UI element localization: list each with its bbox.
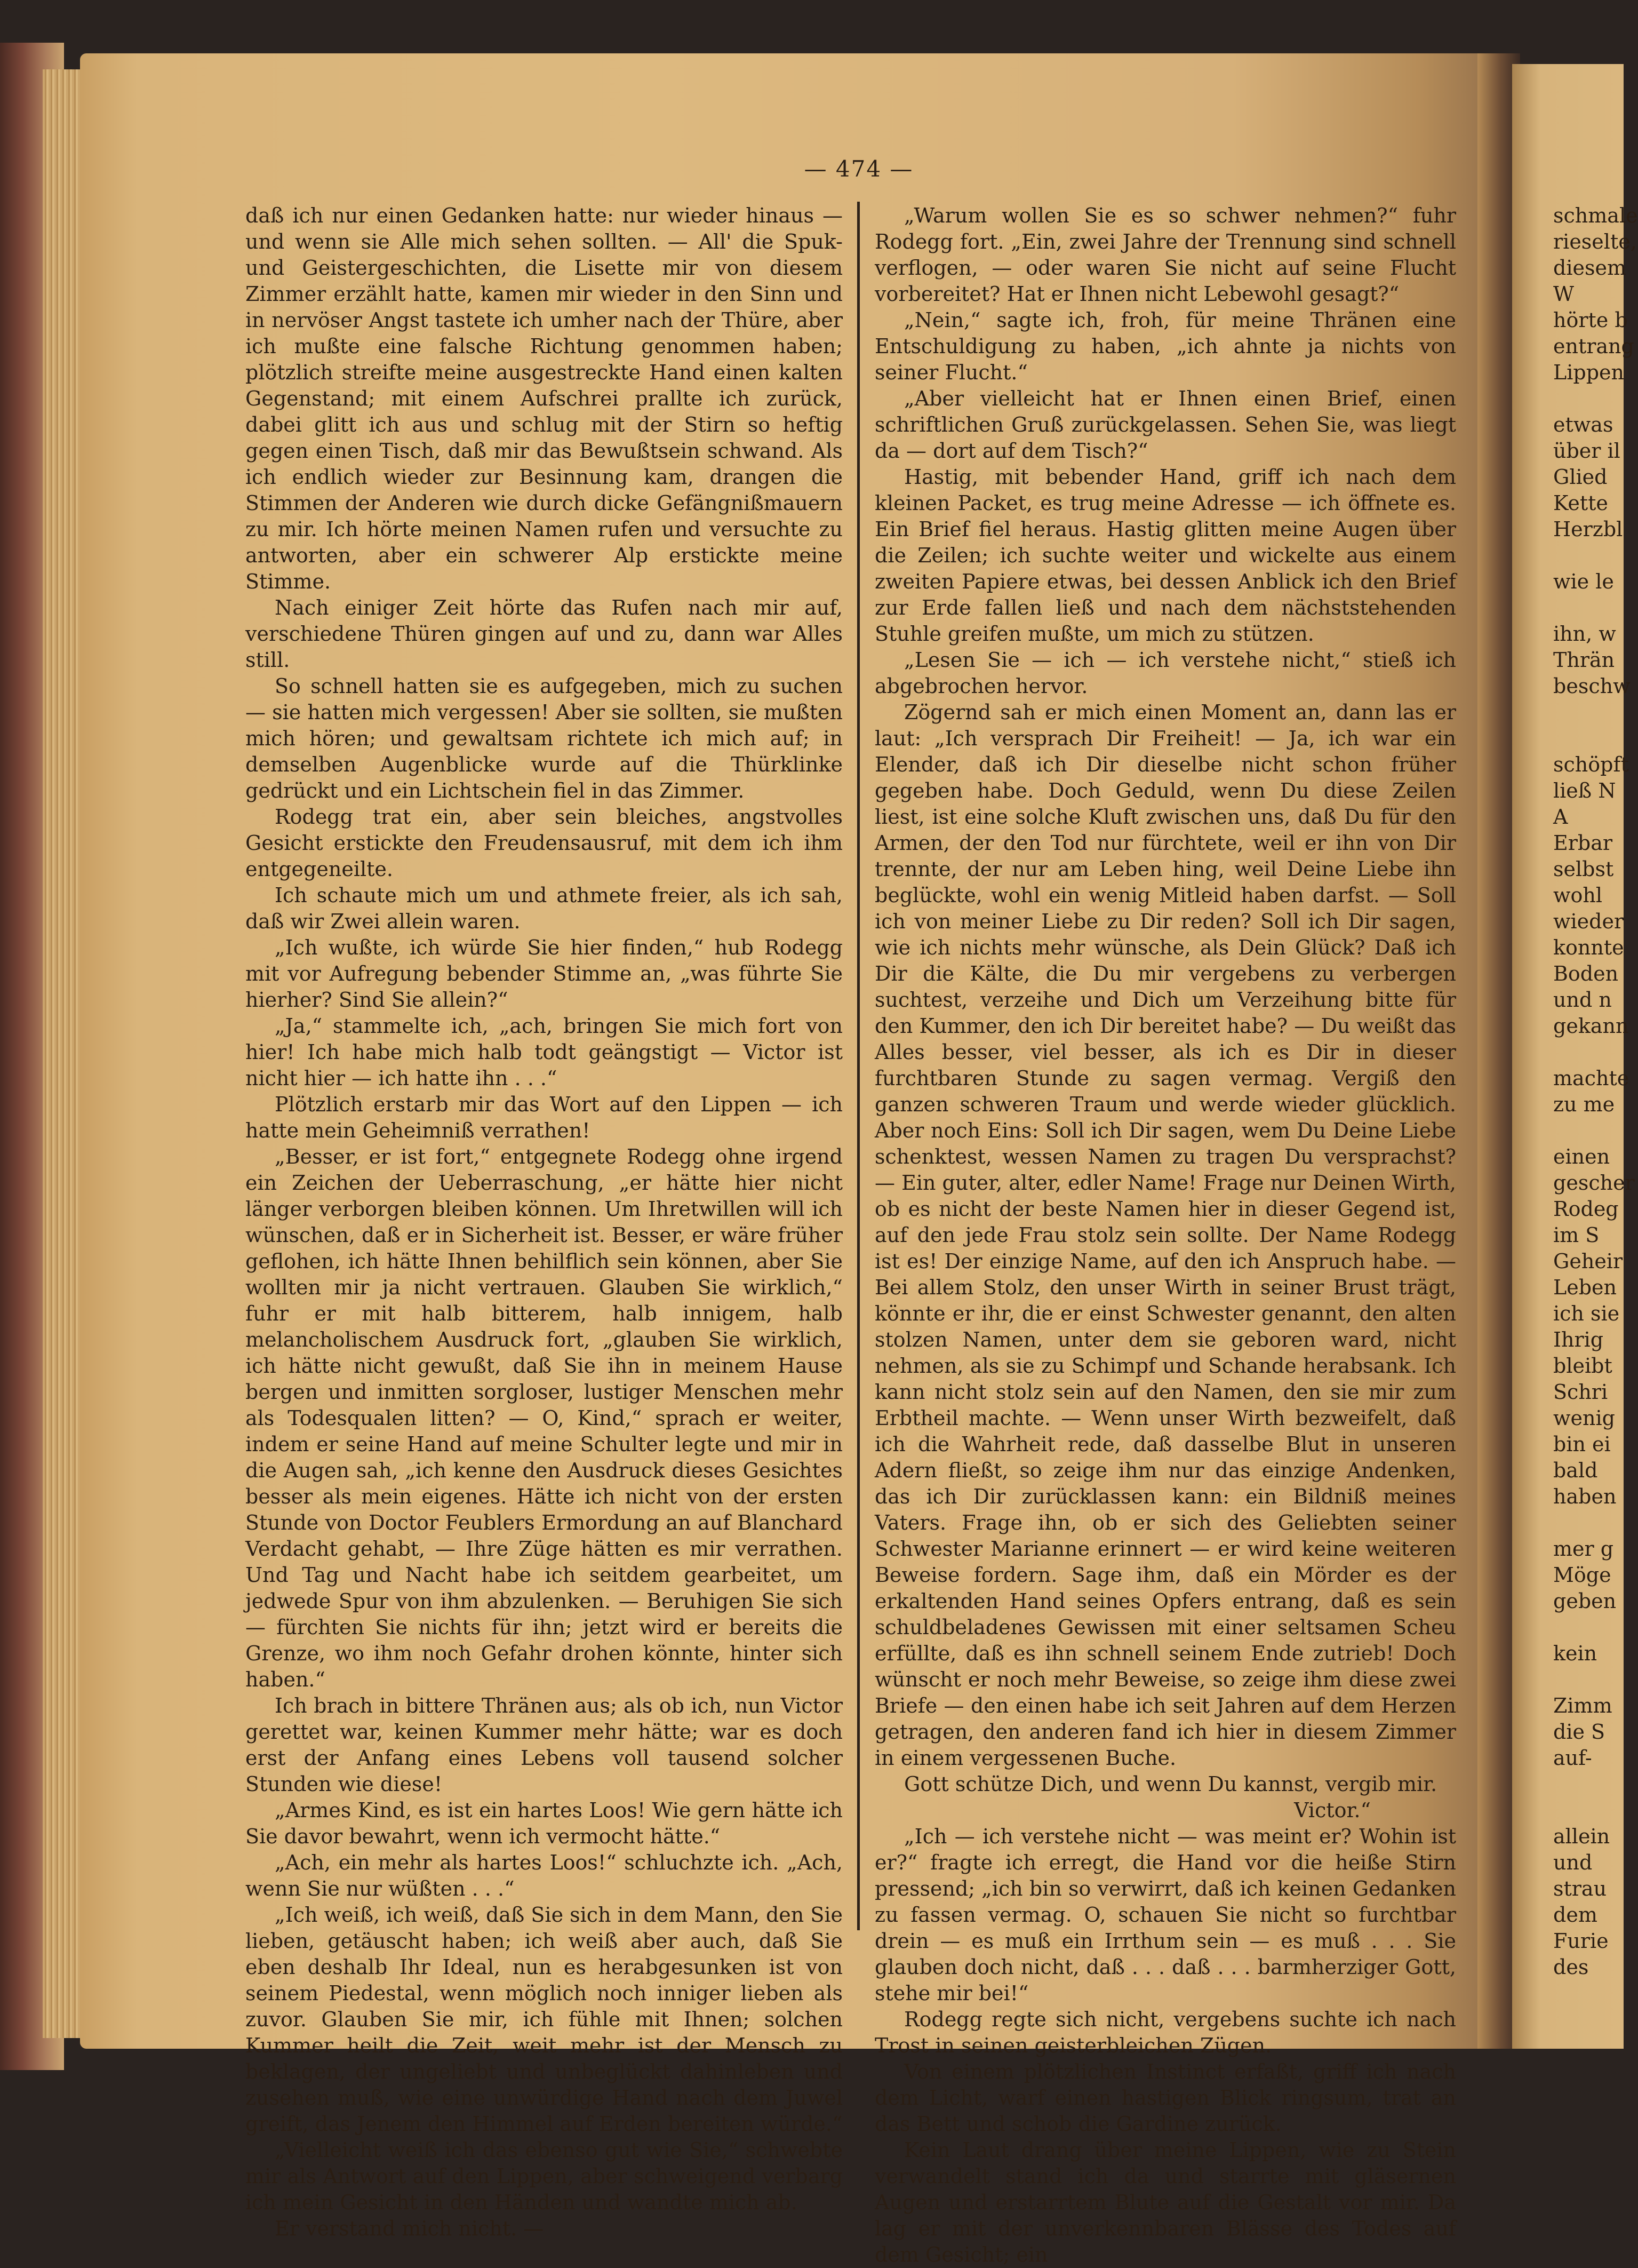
paragraph: „Aber vielleicht hat er Ihnen einen Brief, einen schriftlichen Gruß zurückgelassen. Sehen Sie, was liegt da — dort auf dem Tisch?“ xyxy=(875,387,1456,463)
text-fragment: konnte xyxy=(1553,936,1624,959)
text-fragment: wieder xyxy=(1553,910,1624,933)
text-fragment: selbst xyxy=(1553,857,1614,881)
text-fragment: ich sie xyxy=(1553,1302,1620,1325)
text-fragment: entrang xyxy=(1553,335,1634,358)
paragraph: Ich schaute mich um und athmete freier, als ich sah, daß wir Zwei allein waren. xyxy=(245,884,843,933)
paragraph: Nach einiger Zeit hörte das Rufen nach mir auf, verschiedene Thüren gingen auf und zu, dann war Alles still. xyxy=(245,596,843,672)
paragraph: „Ich — ich verstehe nicht — was meint er? Wohin ist er?“ fragte ich erregt, die Hand vor die heiße Stirn pressend; „ich bin so verwirrt, daß ich keinen Gedanken zu fassen vermag. O, schauen Sie nicht so furchtbar drein — es muß ein Irrthum sein — es muß . . . Sie glauben doch nicht, daß . . . daß . . . barmherziger Gott, stehe mir bei!“ xyxy=(875,1825,1456,2005)
paragraph: Rodegg trat ein, aber sein bleiches, angstvolles Gesicht erstickte den Freudensausruf, mit dem ich ihm entgegeneilte. xyxy=(245,805,843,881)
text-fragment: Ihrig xyxy=(1553,1328,1604,1351)
paragraph: Er verstand mich nicht. — xyxy=(275,2217,544,2240)
text-column-middle xyxy=(875,203,1456,2266)
text-fragment xyxy=(1553,595,1628,621)
text-fragment: etwas xyxy=(1553,413,1613,436)
text-fragment: Glied xyxy=(1553,465,1608,489)
paragraph: So schnell hatten sie es aufgegeben, mich zu suchen — sie hatten mich vergessen! Aber sie sollten, sie mußten mich hören; und gewaltsam richtete ich mich auf; in demselben Augenblicke wurde auf die Thürklinke gedrückt und ein Lichtschein fiel in das Zimmer. xyxy=(245,674,843,802)
paragraph: „Vielleicht weiß ich das ebenso gut wie Sie,“ schwebte mir als Antwort auf den Lippen, aber schweigend verbarg ich mein Gesicht in den Händen und wandte mich ab. xyxy=(245,2138,843,2214)
paragraph: daß ich nur einen Gedanken hatte: nur wieder hinaus — und wenn sie Alle mich sehen sollten. — All' die Spuk- und Geistergeschichten, die Lisette mir von diesem Zimmer erzählt hatte, kamen mir wieder in den Sinn und in nervöser Angst tastete ich umher nach der Thüre, aber ich mußte eine falsche Richtung genommen haben; plötzlich streifte meine ausgestreckte Hand einen kalten Gegenstand; mit einem Aufschrei prallte ich zurück, dabei glitt ich aus und schlug mit der Stirn so heftig gegen einen Tisch, daß mir das Bewußtsein schwand. Als ich endlich wieder zur Besinnung kam, drangen die Stimmen der Anderen wie durch dicke Gefängnißmauern zu mir. Ich hörte meinen Namen rufen und versuchte zu antworten, aber ein schwerer Alp erstickte meine Stimme. xyxy=(245,204,843,593)
text-fragment: wohl xyxy=(1553,884,1603,907)
paragraph: Rodegg regte sich nicht, vergebens suchte ich nach Trost in seinen geisterbleichen Zügen. xyxy=(875,2008,1456,2057)
paragraph: Victor.“ xyxy=(1294,1799,1371,1822)
text-fragment: Kette xyxy=(1553,491,1608,515)
text-fragment xyxy=(1553,699,1628,726)
paragraph: „Lesen Sie — ich — ich verstehe nicht,“ stieß ich abgebrochen hervor. xyxy=(875,648,1456,698)
text-fragment: bin ei xyxy=(1553,1433,1611,1456)
text-fragment: W xyxy=(1553,282,1575,306)
text-fragment: mer g xyxy=(1553,1537,1614,1561)
paragraph: „Ach, ein mehr als hartes Loos!“ schluchzte ich. „Ach, wenn Sie nur wüßten . . .“ xyxy=(245,1851,843,1900)
text-fragment xyxy=(1553,1771,1628,1797)
page-number: — 474 — xyxy=(804,156,914,182)
text-fragment xyxy=(1553,1614,1628,1641)
column-divider xyxy=(857,202,860,1930)
text-fragment: und n xyxy=(1553,988,1612,1012)
text-fragment: des xyxy=(1553,1955,1589,1979)
paragraph: Gott schütze Dich, und wenn Du kannst, vergib mir. xyxy=(904,1772,1437,1796)
text-fragment: haben xyxy=(1553,1485,1617,1508)
text-fragment: bald xyxy=(1553,1459,1598,1482)
paragraph: Zögernd sah er mich einen Moment an, dann las er laut: „Ich versprach Dir Freiheit! — Ja, ich war ein Elender, daß ich Dir dieselbe nicht schon früher gegeben habe. Doch Geduld, wenn Du diese Zeilen liest, ist eine solche Kluft zwischen uns, daß Du für den Armen, der den Tod nur fürchtete, weil er ihn von Dir trennte, der nur am Leben hing, weil Deine Liebe ihn beglückte, wohl ein wenig Mitleid haben darfst. — Soll ich von meiner Liebe zu Dir reden? Soll ich Dir sagen, wie ich nichts mehr wünsche, als Dein Glück? Daß ich Dir die Kälte, die Du mir vergebens zu verbergen suchtest, verzeihe und Dich um Verzeihung bitte für den Kummer, den ich Dir bereitet habe? — Du weißt das Alles besser, viel besser, als ich es Dir in dieser furchtbaren Stunde zu sagen vermag. Vergiß den ganzen schweren Traum und werde wieder glücklich. Aber noch Eins: Soll ich Dir sagen, wem Du Deine Liebe schenktest, wessen Namen zu tragen Du versprachst? — Ein guter, alter, edler Name! Frage nur Deinen Wirth, ob es nicht der beste Namen hier in dieser Gegend ist, auf den jede Frau stolz sein sollte. Der Name Rodegg ist es! Der einzige Name, auf den ich Anspruch habe. — Bei allem Stolz, den unser Wirth in seiner Brust trägt, könnte er ihr, die er einst Schwester genannt, den alten stolzen Namen, unter dem sie geboren ward, nicht nehmen, als sie zu Schimpf und Schande herabsank. Ich kann nicht stolz sein auf den Namen, den sie mir zum Erbtheil machte. — Wenn unser Wirth bezweifelt, daß ich die Wahrheit rede, daß dasselbe Blut in unseren Adern fließt, so zeige ihm nur das einzige Andenken, das ich Dir zurücklassen kann: ein Bildniß meines Vaters. Frage ihn, ob er sich des Geliebten seiner Schwester Marianne erinnert — er wird keine weiteren Beweise fordern. Sage ihm, daß ein Mörder es der erkaltenden Hand seines Opfers entrang, daß es sein schuldbeladenes Gewissen mit einer seltsamen Scheu erfüllte, daß es ihn schnell seinem Ende zutrieb! Doch wünscht er noch mehr Beweise, so zeige ihm diese zwei Briefe — den einen habe ich seit Jahren auf dem Herzen getragen, den anderen fand ich hier in diesem Zimmer in einem vergessenen Buche. xyxy=(875,701,1456,1770)
text-fragment: auf- xyxy=(1553,1746,1592,1770)
text-fragment: kein xyxy=(1553,1642,1597,1665)
text-fragment: Lippen xyxy=(1553,361,1624,384)
text-fragment xyxy=(1553,1797,1628,1824)
text-fragment: wie le xyxy=(1553,570,1614,593)
text-fragment: Rodeg xyxy=(1553,1197,1619,1221)
paragraph: „Ja,“ stammelte ich, „ach, bringen Sie mich fort von hier! Ich habe mich halb todt geängstigt — Victor ist nicht hier — ich hatte ihn . . .“ xyxy=(245,1014,843,1090)
text-fragment: Zimm xyxy=(1553,1694,1612,1717)
text-fragment: hörte b xyxy=(1553,308,1628,332)
text-fragment: gescher xyxy=(1553,1171,1635,1195)
paragraph: Von einem plötzlichen Instinct erfaßt, griff ich nach dem Licht, warf einen hastigen Blick ringsum, trat an das Bett und schob die Gardine zurück. xyxy=(875,2060,1456,2136)
text-fragment: Leben xyxy=(1553,1276,1617,1299)
text-fragment: rieselte, xyxy=(1553,230,1637,253)
text-fragment: schmale xyxy=(1553,204,1638,227)
text-fragment: einen xyxy=(1553,1145,1610,1168)
paragraph: Ich brach in bittere Thränen aus; als ob ich, nun Victor gerettet war, keinen Kummer mehr hätte; war es doch erst der Anfang eines Lebens voll tausend solcher Stunden wie diese! xyxy=(245,1694,843,1796)
text-fragment: Möge xyxy=(1553,1563,1611,1587)
paragraph: Hastig, mit bebender Hand, griff ich nach dem kleinen Packet, es trug meine Adresse — ich öffnete es. Ein Brief fiel heraus. Hastig glitten meine Augen über die Zeilen; ich suchte weiter und wickelte aus einem zweiten Papiere etwas, bei dessen Anblick ich den Brief zur Erde fallen ließ und nach dem nächststehenden Stuhle greifen mußte, um mich zu stützen. xyxy=(875,465,1456,646)
text-fragment xyxy=(1553,386,1628,412)
text-fragment: bleibt xyxy=(1553,1354,1612,1378)
text-fragment: wenig xyxy=(1553,1406,1615,1430)
paragraph: „Ich wußte, ich würde Sie hier finden,“ hub Rodegg mit vor Aufregung bebender Stimme an, „was führte Sie hierher? Sind Sie allein?“ xyxy=(245,936,843,1012)
text-fragment: Schri xyxy=(1553,1380,1608,1404)
text-fragment: diesem xyxy=(1553,256,1626,280)
paragraph: „Ich weiß, ich weiß, daß Sie sich in dem Mann, den Sie lieben, getäuscht haben; ich weiß aber auch, daß Sie eben deshalb Ihr Ideal, nun es herabgesunken ist von seinem Piedestal, wenn möglich noch inniger lieben als zuvor. Glauben Sie mir, ich fühle mit Ihnen; solchen Kummer heilt die Zeit, weit mehr ist der Mensch zu beklagen, der ungeliebt und unbeglückt dahinleben und zusehen muß, wie eine unwürdige Hand nach dem Juwel greift, das Jenem den Himmel auf Erden bereiten würde.“ xyxy=(245,1903,843,2136)
text-fragment: Geheir xyxy=(1553,1250,1623,1273)
text-fragment: machte xyxy=(1553,1067,1629,1090)
paragraph: Kein Laut drang über meine Lippen, wie zu Stein verwandelt stand ich da und starrte mit gläsernen Augen und erstarrtem Blute auf die Gestalt vor mir. Da lag er mit der unverkennbaren Blässe des Todes auf dem Gesicht; ein xyxy=(875,2138,1456,2266)
text-fragment: im S xyxy=(1553,1223,1600,1247)
text-fragment: Erbar xyxy=(1553,831,1613,855)
text-fragment xyxy=(1553,726,1628,752)
text-fragment: strau xyxy=(1553,1877,1607,1900)
text-fragment: die S xyxy=(1553,1720,1605,1744)
text-column-left xyxy=(245,203,843,2240)
text-fragment: A xyxy=(1553,805,1568,829)
text-fragment: zu me xyxy=(1553,1093,1615,1116)
text-fragment: gekann xyxy=(1553,1014,1629,1038)
paragraph: „Nein,“ sagte ich, froh, für meine Thränen eine Entschuldigung zu haben, „ich ahnte ja nichts von seiner Flucht.“ xyxy=(875,308,1456,384)
text-fragment xyxy=(1553,1667,1628,1693)
text-fragment xyxy=(1553,543,1628,569)
text-fragment: Furie xyxy=(1553,1929,1609,1953)
text-fragment: beschw xyxy=(1553,674,1631,698)
paragraph: „Warum wollen Sie es so schwer nehmen?“ fuhr Rodegg fort. „Ein, zwei Jahre der Trennung sind schnell verflogen, — oder waren Sie nicht auf seine Flucht vorbereitet? Hat er Ihnen nicht Lebewohl gesagt?“ xyxy=(875,204,1456,306)
text-fragment: Herzbl xyxy=(1553,518,1623,541)
text-fragment: ließ N xyxy=(1553,779,1616,802)
text-fragment xyxy=(1553,1039,1628,1065)
paragraph: „Armes Kind, es ist ein hartes Loos! Wie gern hätte ich Sie davor bewahrt, wenn ich vermocht hätte.“ xyxy=(245,1799,843,1848)
text-fragment: dem xyxy=(1553,1903,1597,1927)
text-fragment: Thrän xyxy=(1553,648,1615,672)
text-fragment xyxy=(1553,1510,1628,1536)
text-fragment: schöpft xyxy=(1553,753,1629,776)
text-fragment: allein xyxy=(1553,1825,1610,1848)
text-fragment xyxy=(1553,1118,1628,1144)
text-fragment: und xyxy=(1553,1851,1593,1874)
text-fragment: über il xyxy=(1553,439,1620,463)
text-column-right-fragment xyxy=(1553,203,1638,1979)
paragraph: Plötzlich erstarb mir das Wort auf den Lippen — ich hatte mein Geheimniß verrathen! xyxy=(245,1093,843,1142)
paragraph: „Besser, er ist fort,“ entgegnete Rodegg ohne irgend ein Zeichen der Ueberraschung, „er hätte hier nicht länger verborgen bleiben können. Um Ihretwillen will ich wünschen, daß er in Sicherheit ist. Besser, er wäre früher geflohen, ich hätte Ihnen behilflich sein können, aber Sie wollten mir ja nicht vertrauen. Glauben Sie wirklich,“ fuhr er mit halb bitterem, halb innigem, halb melancholischem Ausdruck fort, „glauben Sie wirklich, ich hätte nicht gewußt, daß Sie ihn in meinem Hause bergen und inmitten sorgloser, lustiger Menschen mehr als Todesqualen litten? — O, Kind,“ sprach er weiter, indem er seine Hand auf meine Schulter legte und mir in die Augen sah, „ich kenne den Ausdruck dieses Gesichtes besser als mein eigenes. Hätte ich nicht von der ersten Stunde von Doctor Feublers Ermordung an auf Blanchard Verdacht gehabt, — Ihre Züge hätten es mir verrathen. Und Tag und Nacht habe ich seitdem gearbeitet, um jedwede Spur von ihm abzulenken. — Beruhigen Sie sich — fürchten Sie nichts für ihn; jetzt wird er bereits die Grenze, wo ihm noch Gefahr drohen könnte, hinter sich haben.“ xyxy=(245,1145,843,1691)
text-fragment: ihn, w xyxy=(1553,622,1616,646)
text-fragment: Boden xyxy=(1553,962,1619,985)
text-fragment: geben xyxy=(1553,1589,1617,1613)
